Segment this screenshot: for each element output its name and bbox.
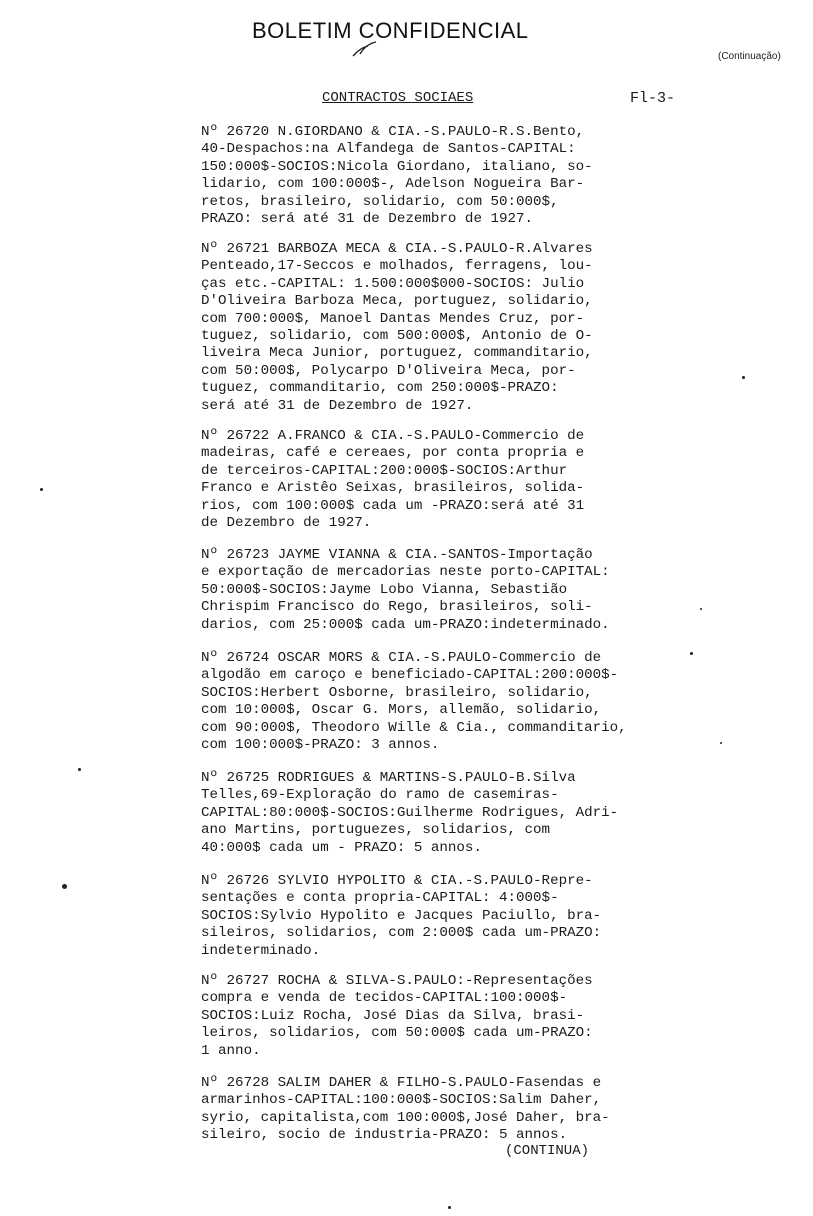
continuation-label: (Continuação) — [718, 51, 781, 62]
contract-entry-26727: Nº 26727 ROCHA & SILVA-S.PAULO:-Representações compra e venda de tecidos-CAPITAL:100:000$- SOCIOS:Luiz Rocha, José Dias da Silva, brasi- leiros, solidarios, com 50:000$ cada um-PRAZO: 1 anno. — [201, 973, 593, 1059]
scan-speck — [40, 488, 43, 491]
contract-entry-26725: Nº 26725 RODRIGUES & MARTINS-S.PAULO-B.Silva Telles,69-Exploração do ramo de casemiras- CAPITAL:80:000$-SOCIOS:Guilherme Rodrigues, Adri- ano Martins, portuguezes, solidarios, com 40:000$ cada um - PRAZO: 5 annos. — [201, 770, 619, 856]
contract-entry-26723: Nº 26723 JAYME VIANNA & CIA.-SANTOS-Importação e exportação de mercadorias neste porto-CAPITAL: 50:000$-SOCIOS:Jayme Lobo Vianna, Sebastião Chrispim Francisco do Rego, brasileiros, soli- darios, com 25:000$ cada um-PRAZO:indeterminado. — [201, 547, 610, 633]
page-number: Fl-3- — [630, 90, 676, 107]
contract-entry-26720: Nº 26720 N.GIORDANO & CIA.-S.PAULO-R.S.Bento, 40-Despachos:na Alfandega de Santos-CAPITAL: 150:000$-SOCIOS:Nicola Giordano, italiano, so- lidario, com 100:000$-, Adelson Nogueira Bar- retos, brasileiro, solidario, com 50:000$, PRAZO: será até 31 de Dezembro de 1927. — [201, 124, 593, 228]
handwritten-check-mark — [350, 40, 380, 60]
scan-speck — [720, 742, 722, 744]
contract-entry-26724: Nº 26724 OSCAR MORS & CIA.-S.PAULO-Commercio de algodão em caroço e beneficiado-CAPITAL:200:000$- SOCIOS:Herbert Osborne, brasileiro, solidario, com 10:000$, Oscar G. Mors, allemão, solidario, com 90:000$, Theodoro Wille & Cia., commanditario, com 100:000$-PRAZO: 3 annos. — [201, 650, 627, 754]
continues-label: (CONTINUA) — [505, 1143, 590, 1159]
scan-speck — [78, 768, 81, 771]
scan-speck — [700, 608, 702, 610]
contract-entry-26728: Nº 26728 SALIM DAHER & FILHO-S.PAULO-Fasendas e armarinhos-CAPITAL:100:000$-SOCIOS:Salim Daher, syrio, capitalista,com 100:000$,José Daher, bra- sileiro, socio de industria-PRAZO: 5 annos. — [201, 1075, 610, 1144]
document-title: BOLETIM CONFIDENCIAL — [252, 18, 529, 43]
scan-speck — [448, 1206, 451, 1209]
contract-entry-26722: Nº 26722 A.FRANCO & CIA.-S.PAULO-Commercio de madeiras, café e cereaes, por conta propria e de terceiros-CAPITAL:200:000$-SOCIOS:Arthur Franco e Aristêo Seixas, brasileiros, solida- rios, com 100:000$ cada um -PRAZO:será até 31 de Dezembro de 1927. — [201, 428, 585, 532]
scan-speck — [62, 884, 67, 889]
section-title: CONTRACTOS SOCIAES — [322, 90, 474, 106]
scan-speck — [690, 652, 693, 655]
contract-entry-26726: Nº 26726 SYLVIO HYPOLITO & CIA.-S.PAULO-Repre- sentações e conta propria-CAPITAL: 4:000$- SOCIOS:Sylvio Hypolito e Jacques Paciullo, bra- sileiros, solidarios, com 2:000$ cada um-PRAZO: indeterminado. — [201, 873, 602, 959]
contract-entry-26721: Nº 26721 BARBOZA MECA & CIA.-S.PAULO-R.Alvares Penteado,17-Seccos e molhados, ferragens, lou- ças etc.-CAPITAL: 1.500:000$000-SOCIOS: Julio D'Oliveira Barboza Meca, portuguez, solidario, com 700:000$, Manoel Dantas Mendes Cruz, por- tuguez, solidario, com 500:000$, Antonio de O- liveira Meca Junior, portuguez, commanditario, com 50:000$, Polycarpo D'Oliveira Meca, por- tuguez, commanditario, com 250:000$-PRAZO: será até 31 de Dezembro de 1927. — [201, 241, 593, 414]
scan-speck — [742, 376, 745, 379]
